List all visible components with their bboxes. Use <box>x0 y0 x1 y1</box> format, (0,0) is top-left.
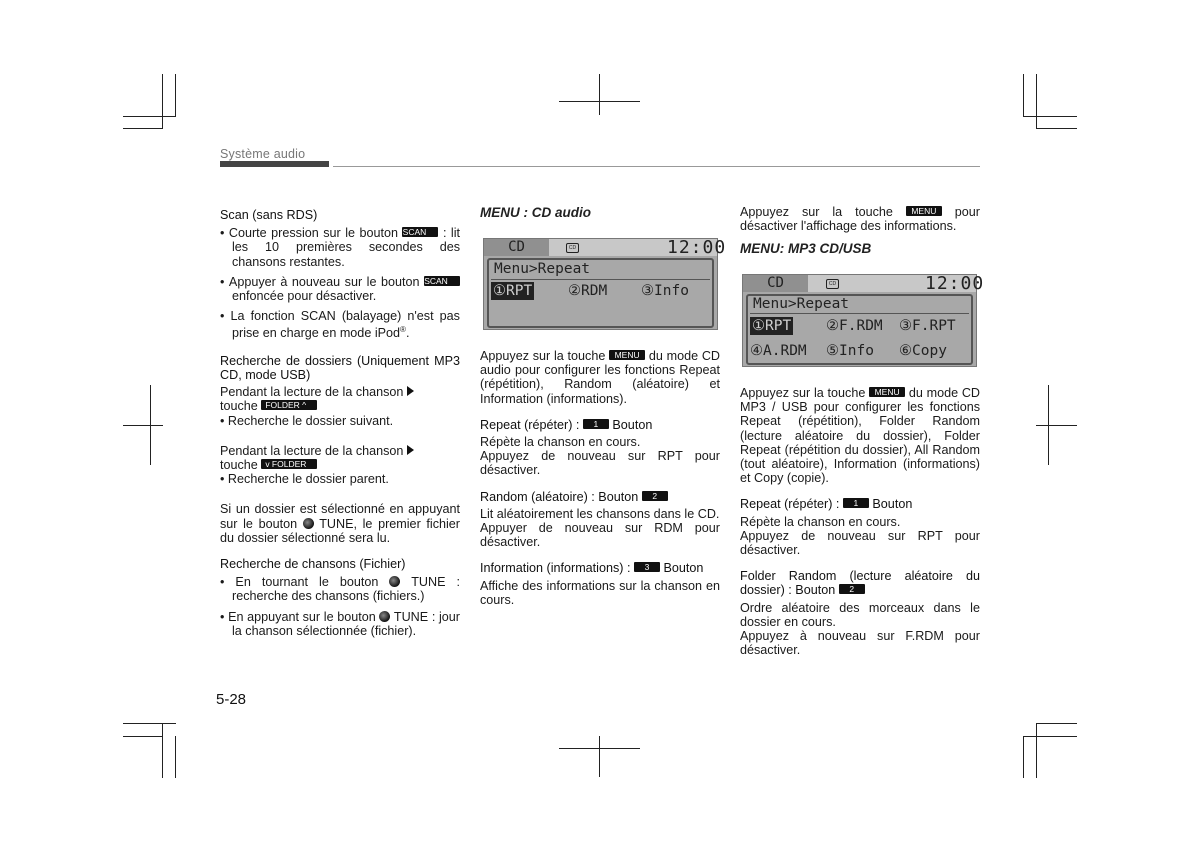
crop-mark <box>123 723 176 724</box>
repeat-desc-2: Appuyez de nouveau sur RPT pour désactiver. <box>740 528 980 558</box>
song-bullet-2: • En appuyant sur le bouton TUNE : jour la chanson sélectionnée (fichier). <box>220 609 461 638</box>
lcd-mode: CD <box>484 239 549 256</box>
column-2-body <box>480 349 720 607</box>
scan-button: SCAN <box>424 276 460 286</box>
crop-mark <box>123 116 176 117</box>
scan-heading: Scan (sans RDS) <box>220 208 318 222</box>
folder-up-button: FOLDER ^ <box>261 400 317 410</box>
repeat-heading: Repeat (répéter) : 1 Bouton <box>740 497 913 512</box>
crop-mark <box>1023 736 1077 737</box>
scan-bullet-1: • Courte pression sur le bouton SCAN : lit les 10 premières secondes des chansons restantes. <box>220 226 461 269</box>
folder-random-desc-2: Appuyez à nouveau sur F.RDM pour désactiver. <box>740 629 980 658</box>
cd-icon: CD <box>566 243 579 253</box>
lcd-clock: 12:00 <box>667 237 727 258</box>
repeat-desc: Répète la chanson en cours. <box>740 514 901 529</box>
lcd-option-copy: ⑥Copy <box>899 343 947 359</box>
page-number: 5-28 <box>216 691 247 708</box>
lcd-option-rdm: ②RDM <box>568 283 608 299</box>
menu-button: MENU <box>906 206 942 216</box>
crop-mark <box>1023 74 1024 116</box>
cd-menu-title: MENU : CD audio <box>480 205 591 220</box>
scan-button: SCAN <box>402 227 438 237</box>
folder-bullet-2: • Recherche le dossier parent. <box>220 472 389 487</box>
folder-heading: Recherche de dossiers (Uniquement MP3 CD, mode USB) <box>220 353 460 383</box>
lcd-option-frpt: ③F.RPT <box>899 318 956 334</box>
lcd-menu-panel <box>746 294 973 365</box>
lcd-option-rpt: ①RPT <box>752 318 792 334</box>
column-2 <box>480 206 720 220</box>
crop-mark <box>162 723 163 778</box>
tune-knob-icon <box>389 576 400 587</box>
column-3-body <box>740 386 980 657</box>
crop-mark <box>599 736 600 777</box>
info-heading: Information (informations) : 3 Bouton <box>480 561 704 576</box>
crop-mark <box>599 74 600 115</box>
folder-random-desc: Ordre aléatoire des morceaux dans le dossier en cours. <box>740 600 980 629</box>
column-3 <box>740 205 980 257</box>
play-icon <box>407 445 414 455</box>
folder-para-1: Pendant la lecture de la chanson touche FOLDER ^ <box>220 385 460 413</box>
crop-mark <box>1023 736 1024 778</box>
button-1: 1 <box>843 498 869 508</box>
crop-mark <box>1036 128 1077 129</box>
crop-mark <box>1036 425 1077 426</box>
folder-random-heading: Folder Random (lecture aléatoire du dossier) : Bouton 2 <box>740 569 980 598</box>
crop-mark <box>162 74 163 129</box>
mp3-menu-intro: Appuyez sur la touche MENU du mode CD MP3 / USB pour configurer les fonctions Repeat (répétition), Folder Random (lecture aléatoire du dossier), Folder Repeat (répétition du dossier), All Random (tout aléatoire), Information (informations) et Copy (copie). <box>740 386 981 486</box>
crop-mark <box>175 736 176 778</box>
lcd-option-info: ⑤Info <box>826 343 874 359</box>
button-1: 1 <box>583 419 609 429</box>
lcd-menu-path: Menu>Repeat <box>753 296 850 312</box>
lcd-mp3-screen <box>742 273 985 367</box>
button-2: 2 <box>642 491 668 501</box>
folder-down-button: v FOLDER <box>261 459 317 469</box>
repeat-desc-2: Appuyez de nouveau sur RPT pour désactiver. <box>480 449 720 478</box>
crop-mark <box>559 101 640 102</box>
folder-bullet-1: • Recherche le dossier suivant. <box>220 413 394 428</box>
scan-bullet-2: • Appuyer à nouveau sur le bouton SCAN enfoncée pour désactiver. <box>220 275 460 303</box>
crop-mark <box>123 128 163 129</box>
repeat-desc: Répète la chanson en cours. <box>480 435 641 450</box>
crop-mark <box>1036 723 1037 778</box>
folder-para-2: Pendant la lecture de la chanson touche v FOLDER <box>220 444 460 472</box>
folder-para-3: Si un dossier est sélectionné en appuyant sur le bouton TUNE, le premier fichier du dossier sélectionné sera lu. <box>220 502 460 545</box>
lcd-cd-screen <box>483 237 727 330</box>
crop-mark <box>1036 74 1037 129</box>
lcd-option-rpt: ①RPT <box>493 283 533 299</box>
cd-menu-intro: Appuyez sur la touche MENU du mode CD audio pour configurer les fonctions Repeat (répétition), Random (aléatoire) et Information (informations). <box>480 349 721 406</box>
lcd-option-info: ③Info <box>641 283 689 299</box>
song-bullet-1: • En tournant le bouton TUNE : recherche des chansons (fichiers.) <box>220 575 460 604</box>
random-heading: Random (aléatoire) : Bouton 2 <box>480 490 720 504</box>
song-heading: Recherche de chansons (Fichier) <box>220 557 406 572</box>
crop-mark <box>1023 116 1077 117</box>
random-desc-2: Appuyer de nouveau sur RDM pour désactiver. <box>480 521 720 550</box>
crop-mark <box>123 736 163 737</box>
tune-knob-icon <box>303 518 314 529</box>
scan-bullet-3: • La fonction SCAN (balayage) n'est pas prise en charge en mode iPod®. <box>220 309 460 341</box>
lcd-menu-path: Menu>Repeat <box>494 261 591 277</box>
repeat-heading: Repeat (répéter) : 1 Bouton <box>480 417 653 432</box>
tune-knob-icon <box>379 611 390 622</box>
mp3-menu-title: MENU: MP3 CD/USB <box>740 241 872 257</box>
play-icon <box>407 386 414 396</box>
lcd-menu-panel <box>487 258 714 328</box>
crop-mark <box>175 74 176 116</box>
header-rule <box>333 166 980 167</box>
info-desc: Affiche des informations sur la chanson en cours. <box>480 578 720 607</box>
crop-mark <box>1036 723 1077 724</box>
lcd-clock: 12:00 <box>925 273 985 294</box>
button-3: 3 <box>634 562 660 572</box>
lcd-mode: CD <box>743 275 808 292</box>
cd-icon: CD <box>826 279 839 289</box>
random-desc: Lit aléatoirement les chansons dans le CD. <box>480 506 720 521</box>
lcd-option-frdm: ②F.RDM <box>826 318 883 334</box>
button-2: 2 <box>839 584 865 594</box>
menu-button: MENU <box>609 350 645 360</box>
crop-mark <box>123 425 163 426</box>
section-header: Système audio <box>220 147 306 161</box>
header-bar <box>220 161 329 167</box>
info-off-para: Appuyez sur la touche MENU pour désactiver l'affichage des informations. <box>740 205 981 234</box>
crop-mark <box>559 748 640 749</box>
column-1 <box>220 208 460 638</box>
lcd-option-ardm: ④A.RDM <box>750 343 807 359</box>
menu-button: MENU <box>869 387 905 397</box>
